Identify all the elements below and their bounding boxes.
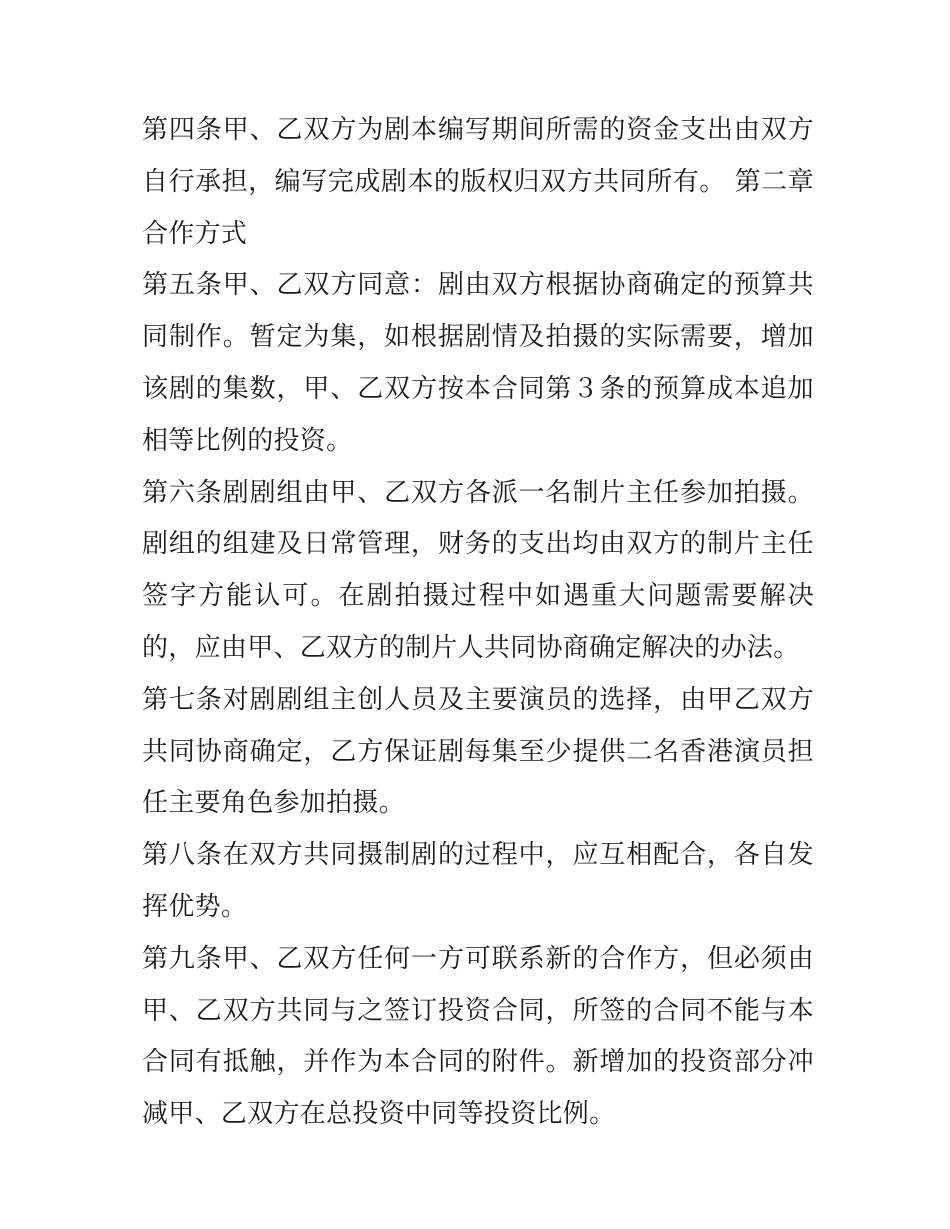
document-body bbox=[142, 105, 814, 1141]
paragraph-article-7: 第七条对剧剧组主创人员及主要演员的选择，由甲乙双方共同协商确定，乙方保证剧每集至少提供二名香港演员担任主要角色参加拍摄。 bbox=[142, 684, 814, 819]
paragraph-article-4: 第四条甲、乙双方为剧本编写期间所需的资金支出由双方自行承担，编写完成剧本的版权归双方共同所有。 第二章合作方式 bbox=[142, 115, 814, 249]
paragraph-article-8: 第八条在双方共同摄制剧的过程中，应互相配合，各自发挥优势。 bbox=[142, 840, 814, 922]
paragraph-article-5: 第五条甲、乙双方同意：剧由双方根据协商确定的预算共同制作。暂定为集，如根据剧情及拍摄的实际需要，增加该剧的集数，甲、乙双方按本合同第３条的预算成本追加相等比例的投资。 bbox=[142, 270, 814, 456]
paragraph-article-6: 第六条剧剧组由甲、乙双方各派一名制片主任参加拍摄。剧组的组建及日常管理，财务的支出均由双方的制片主任签字方能认可。在剧拍摄过程中如遇重大问题需要解决的，应由甲、乙双方的制片人共同协商确定解决的办法。 bbox=[142, 477, 814, 663]
paragraph-article-9: 第九条甲、乙双方任何一方可联系新的合作方，但必须由甲、乙双方共同与之签订投资合同，所签的合同不能与本合同有抵触，并作为本合同的附件。新增加的投资部分冲减甲、乙双方在总投资中同等投资比例。 bbox=[142, 943, 814, 1130]
